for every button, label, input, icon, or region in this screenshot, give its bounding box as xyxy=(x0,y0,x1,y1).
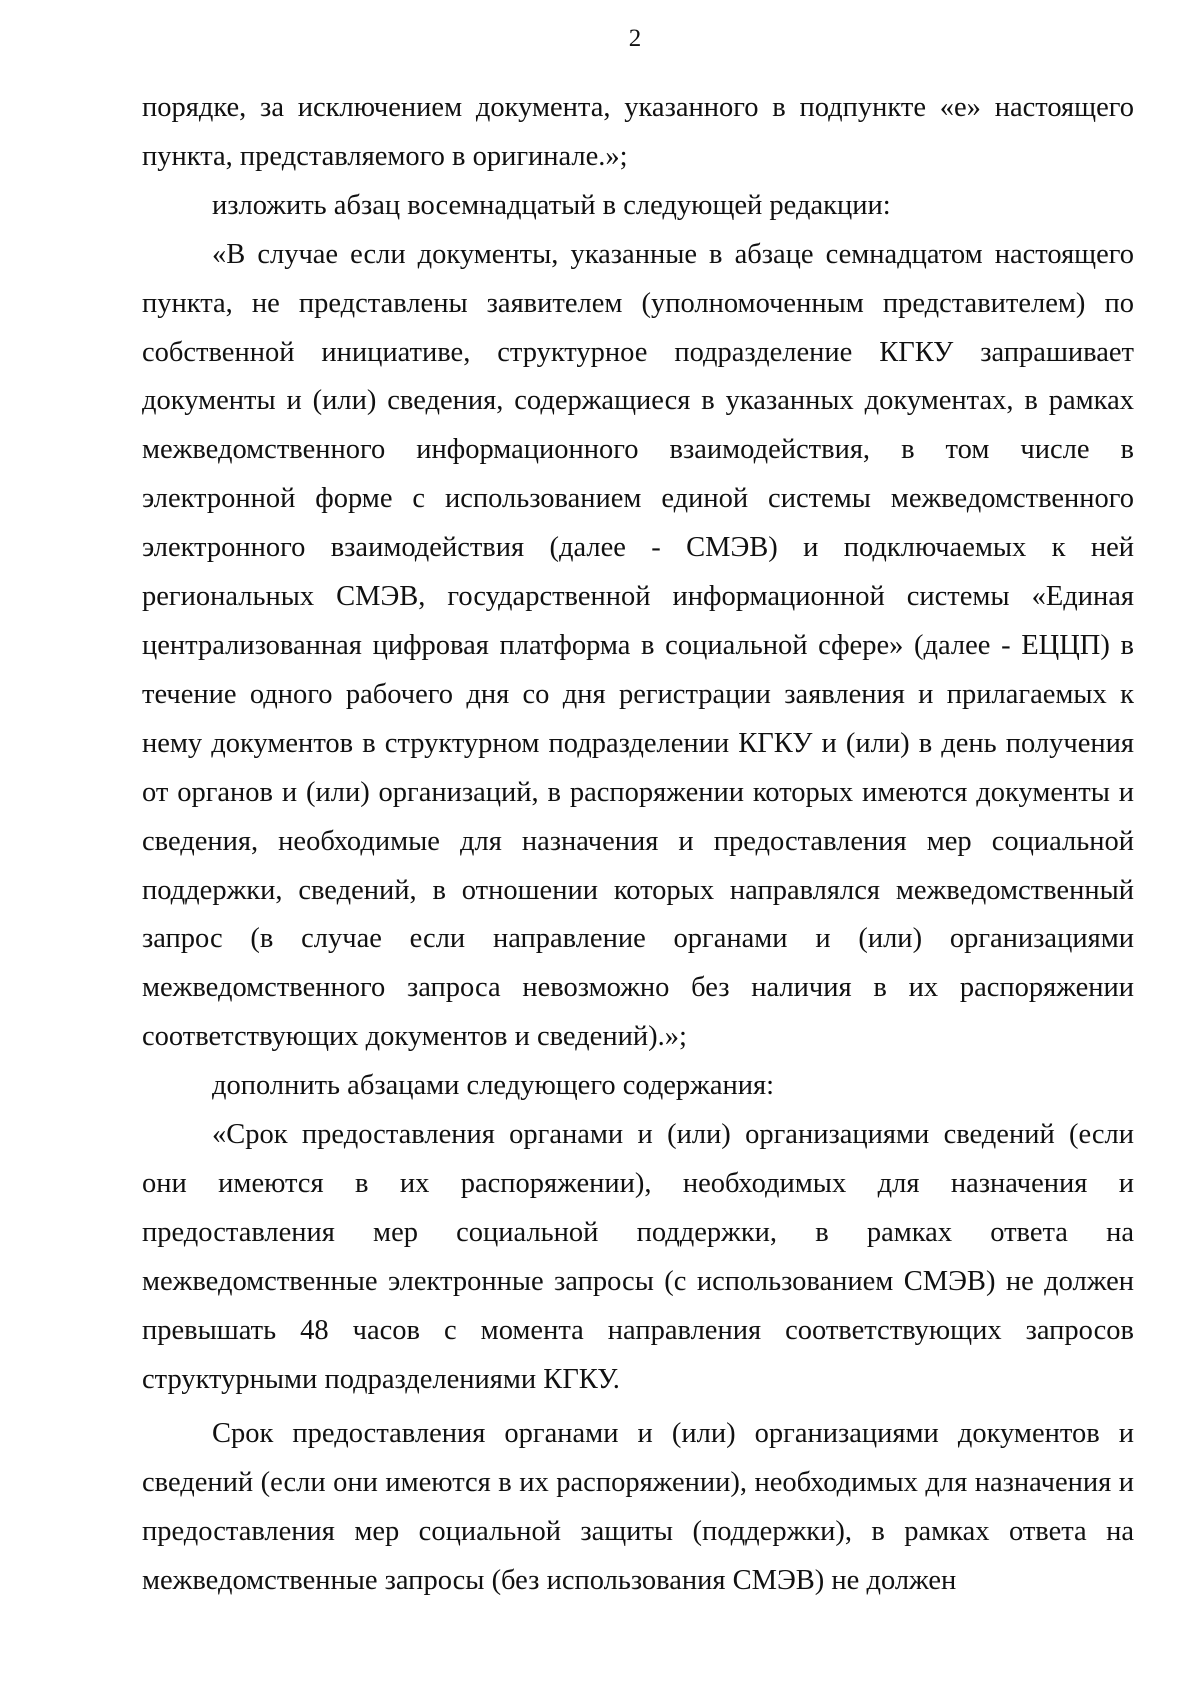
paragraph-continuation: порядке, за исключением документа, указанного в подпункте «е» настоящего пункта, представляемого в оригинале.»; xyxy=(142,92,1134,172)
paragraph-term-documents-requests: Срок предоставления органами и (или) организациями документов и сведений (если они имеются в их распоряжении), необходимых для назначения и предоставления мер социальной защиты (поддержки), в рамках ответа на межведомственные запросы (без использования СМЭВ) не должен xyxy=(142,1418,1134,1597)
page-number: 2 xyxy=(628,25,642,52)
document-body xyxy=(142,84,1134,1606)
paragraph-instruction-paragraph-18: изложить абзац восемнадцатый в следующей редакции: xyxy=(212,189,891,221)
paragraph-instruction-add: дополнить абзацами следующего содержания: xyxy=(212,1070,775,1102)
paragraph-term-electronic-requests: «Срок предоставления органами и (или) организациями сведений (если они имеются в их распоряжении), необходимых для назначения и предоставления мер социальной поддержки, в рамках ответа на межведомственные электронные запросы (с использованием СМЭВ) не должен превышать 48 часов с момента направления соответствующих запросов структурными подразделениями КГКУ. xyxy=(142,1119,1134,1395)
paragraph-new-paragraph-18-text: «В случае если документы, указанные в абзаце семнадцатом настоящего пункта, не представлены заявителем (уполномоченным представителем) по собственной инициативе, структурное подразделение КГКУ запрашивает документы и (или) сведения, содержащиеся в указанных документах, в рамках межведомственного информационного взаимодействия, в том числе в электронной форме с использованием единой системы межведомственного электронного взаимодействия (далее - СМЭВ) и подключаемых к ней региональных СМЭВ, государственной информационной системы «Единая централизованная цифровая платформа в социальной сфере» (далее - ЕЦЦП) в течение одного рабочего дня со дня регистрации заявления и прилагаемых к нему документов в структурном подразделении КГКУ и (или) в день получения от органов и (или) организаций, в распоряжении которых имеются документы и сведения, необходимые для назначения и предоставления мер социальной поддержки, сведений, в отношении которых направлялся межведомственный запрос (в случае если направление органами и (или) организациями межведомственного запроса невозможно без наличия в их распоряжении соответствующих документов и сведений).»; xyxy=(142,238,1134,1053)
